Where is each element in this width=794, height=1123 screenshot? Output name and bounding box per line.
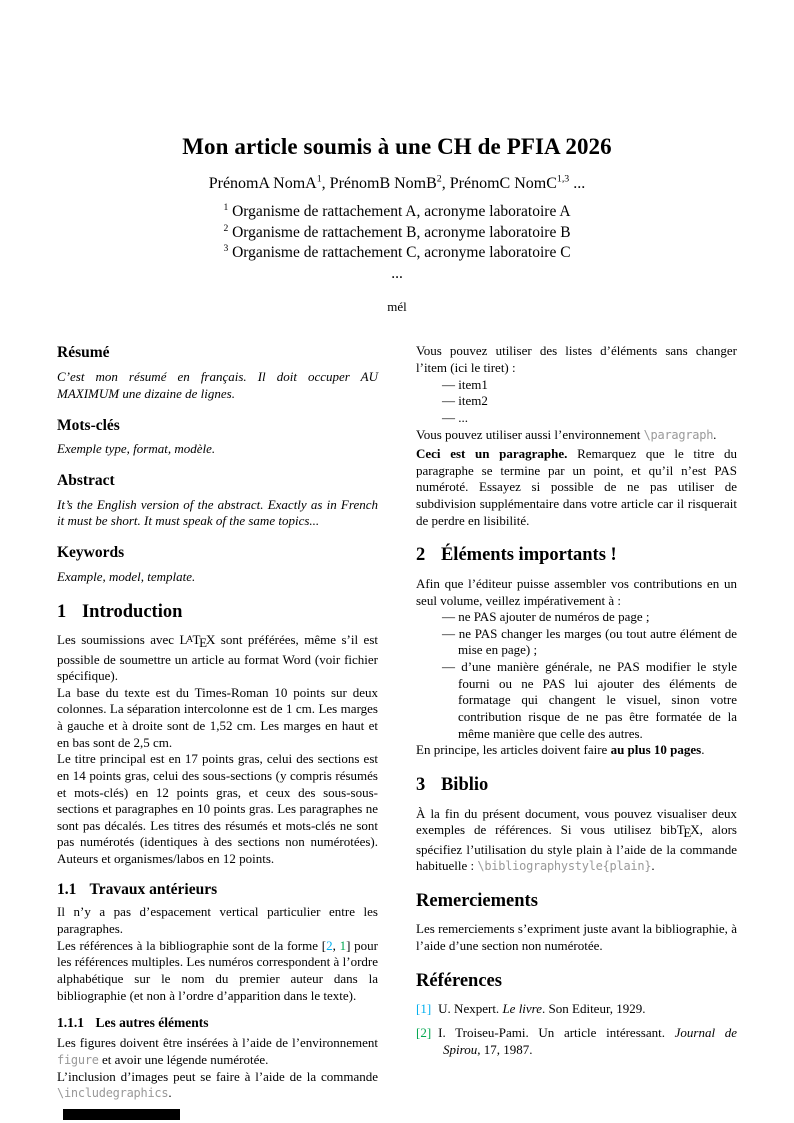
text-run: Les références à la bibliographie sont de la forme [ (57, 937, 327, 953)
two-column-body (57, 343, 737, 1102)
text-run: Les figures doivent être insérées à l’aide de l’environnement (57, 1035, 378, 1051)
text-run: X, alors spécifiez l’utilisation du style plain à l’aide de la commande habituelle : (416, 822, 737, 874)
list-item: — ... (442, 409, 468, 425)
text-run: 2 (436, 173, 442, 185)
text-run: U. Nexpert. (438, 1001, 503, 1017)
text-run: , PrénomB NomB (321, 175, 437, 192)
reference-text (438, 1001, 645, 1016)
left-column (57, 343, 378, 1102)
paragraph-example (416, 446, 737, 529)
reference-label: [2] (416, 1024, 432, 1040)
text-run: , PrénomC NomC (441, 175, 557, 192)
text-run: En principe, les articles doivent faire (416, 742, 611, 758)
text-run: E (199, 634, 208, 650)
text-run: . (168, 1085, 172, 1101)
abstract-heading: Abstract (57, 471, 115, 489)
section-2-heading (416, 544, 737, 568)
intro-paragraph-3: Le titre principal est en 17 points gras, celui des sections est en 14 points gras, celui des sous-sections (y compris résumés et mots-clés) en 12 points gras, et ceux des sous-sous-sections et paragraphes en 10 points gras. Les paragraphes ne sont pas décalés. Les titres des résumés et mots-clés ne sont pas numérotés (identiques à des sections non numérotées). Auteurs et organismes/labos en 12 points. (57, 751, 378, 867)
text-run: \bibliographystyle{plain} (477, 859, 652, 874)
text-run: Organisme de rattachement A, acronyme laboratoire A (228, 203, 571, 220)
section-1-heading (57, 601, 378, 625)
text-run: Organisme de rattachement B, acronyme laboratoire B (228, 223, 571, 241)
text-run: . (713, 426, 717, 442)
citation-link[interactable]: 2 (326, 937, 333, 953)
motscles-text: Exemple type, format, modèle. (57, 441, 216, 457)
list-item: — ne PAS changer les marges (ou tout autre élément de mise en page) ; (442, 625, 737, 658)
text-run: Ceci est un paragraphe. (416, 446, 568, 462)
list-item: — item2 (442, 393, 488, 409)
text-run: . (651, 858, 655, 874)
text-run: T (192, 632, 201, 648)
text-run: L’inclusion d’images peut se faire à l’aide de la commande (57, 1068, 378, 1084)
text-run: X sont préférées, même s’il est possible de soumettre un article au format Word (voir fichier spécifique). (57, 632, 378, 684)
affiliation-2 (57, 223, 737, 244)
text-run: PrénomA NomA (208, 175, 317, 192)
text-run: , 17, 1987. (477, 1041, 533, 1057)
reference-text (438, 1025, 737, 1057)
text-run: E (683, 824, 692, 840)
text-run: Organisme de rattachement C, acronyme laboratoire C (228, 244, 571, 262)
paper-header (57, 134, 737, 315)
biblio-paragraph (416, 806, 737, 875)
text-run: À la fin du présent document, vous pouvez visualiser deux exemples de références. Si vous utilisez bibT (416, 805, 737, 838)
text-run: Vous pouvez utiliser aussi l’environnement (416, 426, 644, 442)
reference-entry (416, 1025, 737, 1058)
affiliations-block (57, 202, 737, 284)
text-run: figure (57, 1053, 99, 1068)
section-1-1-1-number: 1.1.1 (57, 1015, 84, 1031)
section-1-1-1-heading (57, 1014, 378, 1031)
text-run: Les soumissions avec L (57, 632, 188, 648)
resume-heading: Résumé (57, 344, 110, 362)
text-run: 1 (223, 201, 229, 213)
other-elements-paragraph-1 (57, 1035, 378, 1068)
text-run: ... (569, 175, 586, 192)
prior-work-paragraph-1: Il n’y a pas d’espacement vertical particulier entre les paragraphes. (57, 904, 378, 937)
list-item: — d’une manière générale, ne PAS modifier le style fourni ou ne PAS lui ajouter des éléments de formatage qui changent le visuel, sinon votre contribution risque de ne pas être formatée de la même manière que celle des autres. (442, 659, 737, 741)
paper-title: Mon article soumis à une CH de PFIA 2026 (182, 134, 612, 159)
list-item: — item1 (442, 376, 488, 392)
lists-intro-paragraph: Vous pouvez utiliser des listes d’éléments sans changer l’item (ici le tiret) : (416, 343, 737, 376)
abstract-text: It’s the English version of the abstract. Exactly as in French it must be short. It must speak of the same topics... (57, 496, 378, 529)
paragraph-env-sentence (416, 427, 737, 444)
text-run: ] pour les références multiples. Les numéros correspondent à l’ordre alphabétique sur le nom du premier auteur dans la bibliographie (et non à l’ordre d’apparition dans le texte). (57, 937, 378, 1003)
text-run: au plus 10 pages (610, 742, 702, 758)
text-run: 3 (223, 243, 229, 255)
section-2-label: Éléments importants ! (440, 545, 617, 566)
text-run: et avoir une légende numérotée. (98, 1052, 269, 1068)
text-run: 1 (316, 173, 322, 185)
text-run: . Son Editeur, 1929. (542, 1001, 646, 1017)
section-1-label: Introduction (81, 601, 183, 622)
section-1-1-label: Travaux antérieurs (89, 880, 218, 898)
text-run: \paragraph (643, 427, 714, 442)
affiliation-ellipsis: ... (391, 264, 403, 282)
acknowledgements-heading: Remerciements (416, 890, 538, 911)
intro-paragraph-1 (57, 632, 378, 685)
section-1-number: 1 (57, 601, 67, 622)
important-intro-paragraph: Afin que l’éditeur puisse assembler vos contributions en un seul volume, veillez impérativement à : (416, 575, 737, 608)
affiliation-3 (57, 243, 737, 264)
text-run: Remarquez que le titre du paragraphe se termine par un point, et qu’il n’est PAS numéroté. Essayez si possible de ne pas utiliser de subdivision supplémentaire dans votre article car il risquerait de perdre en lisibilité. (416, 446, 737, 528)
text-run: . (701, 742, 705, 758)
list-item: — ne PAS ajouter de numéros de page ; (442, 609, 650, 625)
text-run: , (332, 937, 340, 953)
intro-paragraph-2: La base du texte est du Times-Roman 10 points sur deux colonnes. La séparation intercolonne est de 1 cm. Les marges à gauche et à droite sont de 1,52 cm. Les marges en haut et en bas sont de 2,5 cm. (57, 684, 378, 750)
authors-line (57, 175, 737, 193)
page-limit-paragraph (416, 742, 737, 759)
important-rules-list (416, 609, 737, 742)
other-elements-paragraph-2 (57, 1069, 378, 1102)
acknowledgements-paragraph: Les remerciements s’expriment juste avant la bibliographie, à l’aide d’une section non numérotée. (416, 921, 737, 954)
reference-entry (416, 1001, 737, 1018)
section-3-heading (416, 774, 737, 798)
motscles-heading: Mots-clés (57, 416, 120, 434)
section-3-number: 3 (416, 774, 426, 795)
section-3-label: Biblio (440, 774, 489, 795)
email-label: mél (387, 299, 407, 315)
citation-link[interactable]: 1 (339, 937, 347, 953)
footer-bar (63, 1109, 180, 1120)
section-1-1-heading (57, 880, 378, 900)
keywords-heading: Keywords (57, 544, 125, 562)
text-run: I. Troiseu-Pami. Un article intéressant. (438, 1024, 675, 1040)
affiliation-1 (57, 202, 737, 223)
keywords-text: Example, model, template. (57, 568, 196, 584)
section-1-1-number: 1.1 (57, 880, 77, 898)
text-run: 2 (223, 222, 229, 234)
text-run: \includegraphics (57, 1086, 169, 1101)
reference-label: [1] (416, 1001, 432, 1017)
section-2-number: 2 (416, 545, 426, 566)
resume-text: C’est mon résumé en français. Il doit occuper AU MAXIMUM une dizaine de lignes. (57, 369, 378, 401)
right-column (416, 343, 737, 1102)
text-run: Journal de Spirou (443, 1024, 738, 1057)
text-run: 1,3 (556, 173, 570, 185)
text-run: A (186, 635, 194, 646)
text-run: Le livre (502, 1001, 543, 1017)
section-1-1-1-label: Les autres éléments (95, 1015, 209, 1031)
references-heading: Références (416, 970, 502, 991)
item-list (416, 377, 737, 427)
prior-work-paragraph-2 (57, 938, 378, 1005)
